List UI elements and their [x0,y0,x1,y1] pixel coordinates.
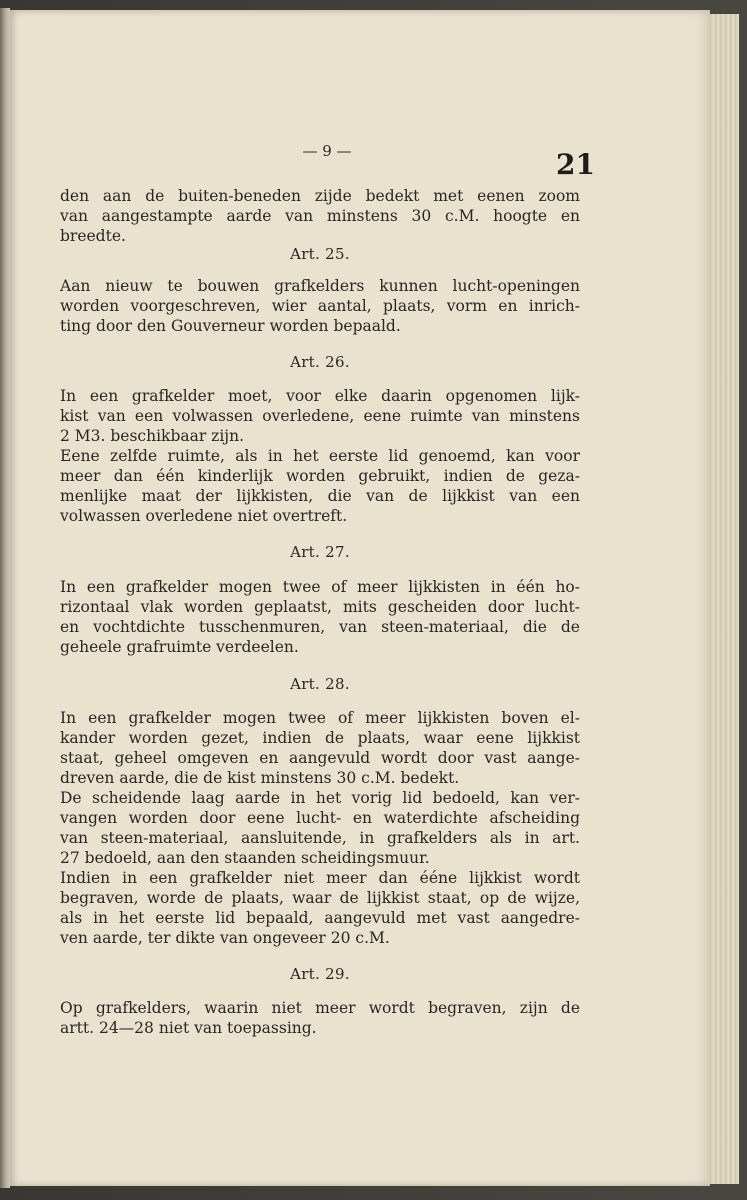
text-line: worden voorgeschreven, wier aantal, plaats, vorm en inrich- [60,297,580,315]
text-line: kist van een volwassen overledene, eene ruimte van minstens [60,407,580,425]
text-line: volwassen overledene niet overtreft. [60,507,348,525]
page-number: — 9 — [302,142,352,160]
text-line: Indien in een grafkelder niet meer dan ééne lijkkist wordt [60,869,580,887]
book-page [10,10,710,1186]
page-edges [706,14,739,1184]
text-line: breedte. [60,227,126,245]
text-line: den aan de buiten-beneden zijde bedekt met eenen zoom [60,187,580,205]
article-heading: Art. 25. [290,245,350,263]
text-line: Aan nieuw te bouwen grafkelders kunnen lucht-openingen [60,277,580,295]
text-line: van aangestampte aarde van minstens 30 c.M. hoogte en [60,207,580,225]
text-line: staat, geheel omgeven en aangevuld wordt door vast aange- [60,749,580,767]
article-heading: Art. 27. [290,543,350,561]
article-heading: Art. 26. [290,353,350,371]
text-line: In een grafkelder moet, voor elke daarin opgenomen lijk- [60,387,580,405]
text-line: 27 bedoeld, aan den staanden scheidingsmuur. [60,849,430,867]
text-line: ven aarde, ter dikte van ongeveer 20 c.M. [60,929,390,947]
text-line: en vochtdichte tusschenmuren, van steen-materiaal, die de [60,618,580,636]
text-line: De scheidende laag aarde in het vorig lid bedoeld, kan ver- [60,789,580,807]
book-spine [0,8,10,1188]
text-line: als in het eerste lid bepaald, aangevuld met vast aangedre- [60,909,580,927]
text-line: In een grafkelder mogen twee of meer lijkkisten boven el- [60,709,580,727]
sheet-number: 21 [556,148,595,181]
text-line: ting door den Gouverneur worden bepaald. [60,317,401,335]
text-line: Eene zelfde ruimte, als in het eerste lid genoemd, kan voor [60,447,580,465]
article-heading: Art. 28. [290,675,350,693]
text-line: 2 M3. beschikbaar zijn. [60,427,245,445]
text-line: geheele grafruimte verdeelen. [60,638,299,656]
text-line: meer dan één kinderlijk worden gebruikt, indien de geza- [60,467,580,485]
text-line: van steen-materiaal, aansluitende, in grafkelders als in art. [60,829,580,847]
text-line: begraven, worde de plaats, waar de lijkkist staat, op de wijze, [60,889,580,907]
text-line: vangen worden door eene lucht- en waterdichte afscheiding [60,809,580,827]
text-line: artt. 24—28 niet van toepassing. [60,1019,317,1037]
article-heading: Art. 29. [290,965,350,983]
text-line: dreven aarde, die de kist minstens 30 c.M. bedekt. [60,769,460,787]
text-line: menlijke maat der lijkkisten, die van de lijkkist van een [60,487,580,505]
text-line: Op grafkelders, waarin niet meer wordt begraven, zijn de [60,999,580,1017]
text-line: rizontaal vlak worden geplaatst, mits gescheiden door lucht- [60,598,580,616]
text-line: kander worden gezet, indien de plaats, waar eene lijkkist [60,729,580,747]
text-line: In een grafkelder mogen twee of meer lijkkisten in één ho- [60,578,580,596]
